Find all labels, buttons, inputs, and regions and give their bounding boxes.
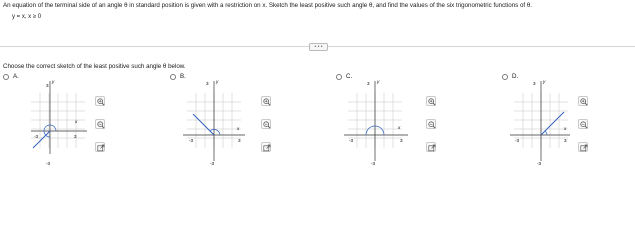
option-a-label: A. xyxy=(13,73,19,80)
option-b-axis-x: x xyxy=(237,126,240,131)
option-d-tick-neg: -3 xyxy=(515,138,520,143)
option-a-axis-y: y xyxy=(52,79,55,84)
option-a-radio[interactable] xyxy=(3,74,9,80)
option-c-tick-y: 3 xyxy=(367,81,370,86)
option-c-tick-pos: 3 xyxy=(400,138,403,143)
expand-divider-button[interactable]: • • • xyxy=(309,43,328,51)
option-c-axis-x: x xyxy=(398,125,401,130)
option-d-tick-y: 3 xyxy=(533,81,536,86)
option-a-tick-y: 3 xyxy=(46,83,49,88)
option-d-axis-x: x xyxy=(564,126,567,131)
option-a-zoom-out-icon[interactable] xyxy=(95,119,105,129)
option-d-tick-y-neg: -3 xyxy=(537,161,542,166)
option-b-radio[interactable] xyxy=(170,74,176,80)
answer-prompt: Choose the correct sketch of the least positive such angle θ below. xyxy=(3,63,186,70)
option-d-axis-y: y xyxy=(543,79,546,84)
option-d-tick-pos: 3 xyxy=(564,138,567,143)
option-c-axis-y: y xyxy=(377,79,380,84)
option-a-axis-x: x xyxy=(75,119,78,124)
terminal-side-equation: y = x, x ≥ 0 xyxy=(12,14,42,20)
option-b-graph xyxy=(179,73,249,171)
option-a-zoom-in-icon[interactable] xyxy=(95,96,105,106)
option-a-graph xyxy=(31,73,91,171)
option-a-tick-pos: 3 xyxy=(74,134,77,139)
option-b-label: B. xyxy=(180,73,186,80)
option-b-zoom-out-icon[interactable] xyxy=(261,119,271,129)
option-d-graph xyxy=(506,73,572,171)
option-a-tick-y-neg: -3 xyxy=(46,161,51,166)
option-c-tick-neg: -3 xyxy=(349,138,354,143)
option-a-open-external-icon[interactable] xyxy=(95,142,105,152)
option-c-zoom-in-icon[interactable] xyxy=(426,96,436,106)
option-c-graph xyxy=(340,73,412,171)
option-d-label: D. xyxy=(512,73,519,80)
option-c-label: C. xyxy=(346,73,353,80)
option-c-zoom-out-icon[interactable] xyxy=(426,119,436,129)
option-d-zoom-in-icon[interactable] xyxy=(578,96,588,106)
option-d-zoom-out-icon[interactable] xyxy=(578,119,588,129)
option-d-open-external-icon[interactable] xyxy=(578,142,588,152)
option-b-open-external-icon[interactable] xyxy=(261,142,271,152)
option-b-tick-y: 3 xyxy=(206,81,209,86)
option-d-angle-arc xyxy=(545,131,547,135)
option-b-tick-y-neg: -3 xyxy=(210,161,215,166)
option-b-zoom-in-icon[interactable] xyxy=(261,96,271,106)
option-d-terminal-side xyxy=(541,112,564,135)
question-text: An equation of the terminal side of an angle θ in standard position is given with a restriction on x. Sketch the least positive such angle θ, and find the values of the six trigonometric functions of θ. xyxy=(3,2,532,9)
option-b-axis-y: y xyxy=(216,79,219,84)
option-c-open-external-icon[interactable] xyxy=(426,142,436,152)
option-b-tick-neg: -3 xyxy=(189,138,194,143)
option-c-tick-y-neg: -3 xyxy=(371,161,376,166)
option-a-tick-neg: -3 xyxy=(34,134,39,139)
option-b-tick-pos: 3 xyxy=(238,138,241,143)
